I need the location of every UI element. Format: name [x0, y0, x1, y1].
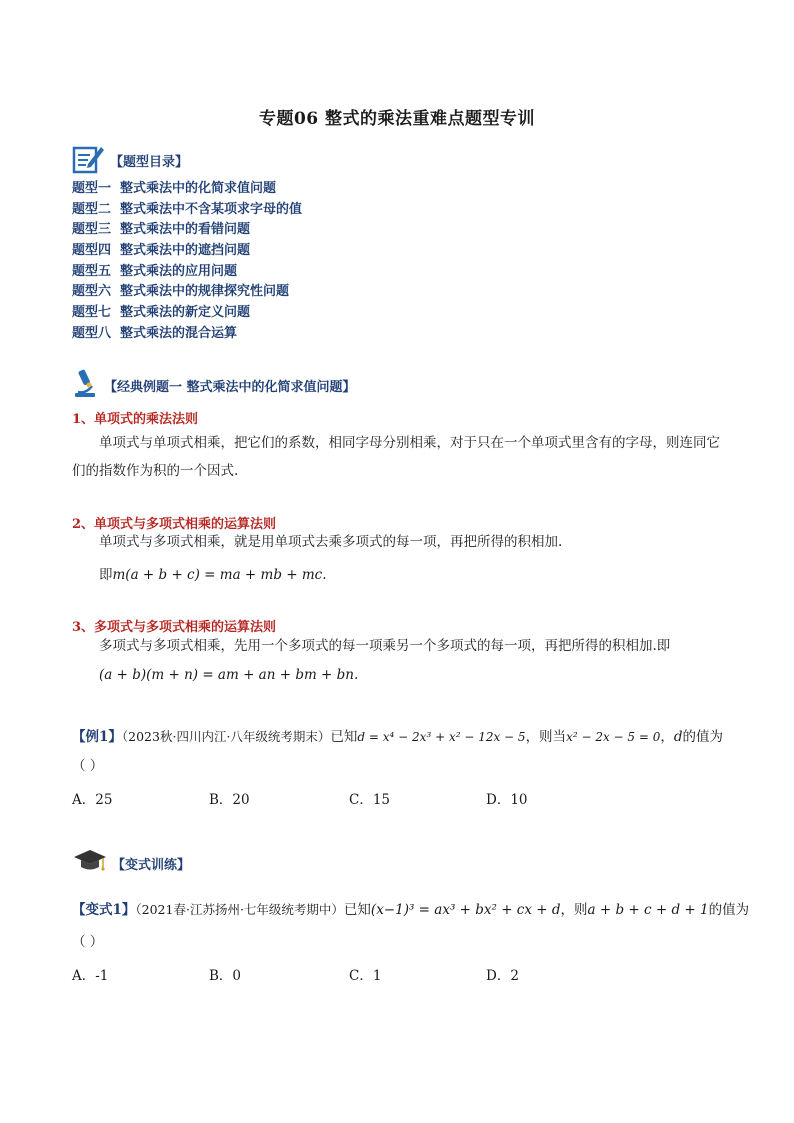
toc-item: 题型三 整式乘法中的看错问题: [72, 222, 251, 238]
option-c: C．1: [349, 968, 382, 984]
example1-condition: x² − 2x − 5 = 0: [566, 730, 661, 744]
toc-list: [72, 177, 732, 343]
option-d: D．10: [486, 792, 528, 808]
microscope-icon: [72, 368, 100, 402]
rule3-text: 多项式与多项式相乘，先用一个多项式的每一项乘另一个多项式的每一项，再把所得的积相加.即: [99, 638, 671, 654]
rule1-text: 单项式与单项式相乘，把它们的系数，相同字母分别相乘，对于只在一个单项式里含有的字母，则连同它们的指数作为积的一个因式.: [72, 435, 720, 479]
example1-label: 【例1】: [72, 729, 122, 745]
notepad-pencil-icon: [72, 142, 106, 178]
option-a: A．-1: [72, 968, 109, 984]
toc-item: 题型七 整式乘法的新定义问题: [72, 305, 251, 321]
toc-item: 题型五 整式乘法的应用问题: [72, 263, 238, 279]
toc-item: 题型八 整式乘法的混合运算: [72, 325, 238, 341]
variant-section-title: 【变式训练】: [112, 857, 191, 873]
variant1-answer-paren: （ ）: [72, 934, 104, 950]
rule2-text: 单项式与多项式相乘，就是用单项式去乘多项式的每一项，再把所得的积相加.: [99, 534, 563, 550]
variant1-options: [72, 964, 672, 984]
variant1-stem: 【变式1】（2021春·江苏扬州·七年级统考期中）已知(x−1)³ = ax³ + bx² + cx + d，则a + b + c + d + 1的值为: [72, 902, 750, 918]
page-title: 专题06 整式的乘法重难点题型专训: [258, 109, 536, 129]
rule2-formula-line: 即m(a + b + c) = ma + mb + mc.: [99, 567, 327, 583]
variant1-source: （2021春·江苏扬州·七年级统考期中）: [135, 902, 344, 917]
example-section-title: 【经典例题一 整式乘法中的化简求值问题】: [104, 379, 356, 395]
toc-item: 题型一 整式乘法中的化简求值问题: [72, 181, 277, 196]
example1-expr-d: d = x⁴ − 2x³ + x² − 12x − 5: [357, 730, 526, 744]
rule3-heading: 3、多项式与多项式相乘的运算法则: [72, 620, 277, 635]
option-a: A．25: [72, 792, 113, 808]
variant-section-header: [72, 846, 190, 880]
option-b: B．0: [209, 968, 242, 984]
toc-item: 题型二 整式乘法中不含某项求字母的值: [72, 201, 303, 217]
toc-item: 题型六 整式乘法中的规律探究性问题: [72, 284, 290, 300]
variant1-expr2: a + b + c + d + 1: [587, 902, 709, 918]
rule2-formula: m(a + b + c) = ma + mb + mc.: [112, 567, 327, 583]
toc-header: [72, 142, 188, 178]
example1-options: [72, 788, 672, 808]
rule2-heading: 2、单项式与多项式相乘的运算法则: [72, 517, 277, 532]
option-c: C．15: [349, 792, 391, 808]
toc-item: 题型四 整式乘法中的遮挡问题: [72, 243, 251, 259]
rule1-heading: 1、单项式的乘法法则: [72, 412, 199, 427]
option-b: B．20: [209, 792, 250, 808]
example1-answer-paren: （ ）: [72, 758, 104, 774]
rule3-formula: (a + b)(m + n) = am + an + bm + bn.: [99, 667, 359, 683]
example-section-header: [72, 368, 356, 402]
option-d: D．2: [486, 968, 519, 984]
example1-source: （2023秋·四川内江·八年级统考期末）: [121, 729, 331, 744]
variant1-expr: (x−1)³ = ax³ + bx² + cx + d: [370, 902, 561, 918]
example1-stem: 【例1】（2023秋·四川内江·八年级统考期末）已知d = x⁴ − 2x³ + x² − 12x − 5，则当x² − 2x − 5 = 0，d的值为: [72, 729, 724, 745]
toc-header-label: 【题型目录】: [110, 154, 189, 170]
graduation-cap-icon: [72, 848, 108, 878]
variant1-label: 【变式1】: [72, 902, 136, 918]
